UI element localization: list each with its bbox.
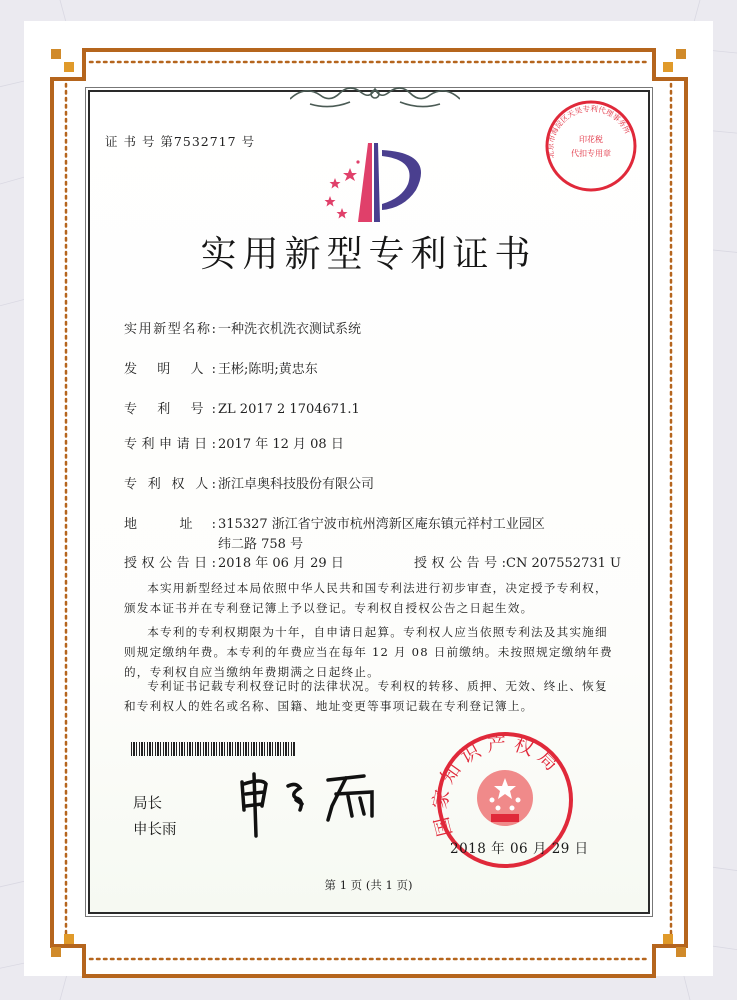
signatory-title: 局长 (133, 796, 162, 812)
field-grant-announcement-date: 授权公告日: 2018 年 06 月 29 日 (124, 556, 344, 571)
field-patentee: 专 利 权 人: 浙江卓奥科技股份有限公司 (124, 477, 375, 492)
field-inventors: 发 明 人: 王彬;陈明;黄忠东 (124, 362, 318, 377)
field-patent-number: 专 利 号: ZL 2017 2 1704671.1 (124, 402, 360, 417)
page-title: 实用新型专利证书 (200, 234, 537, 275)
field-grant-announcement-number: 授权公告号:CN 207552731 U (414, 556, 621, 571)
paragraph-legal-status: 专利证书记载专利权登记时的法律状况。专利权的转移、质押、无效、终止、恢复和专利权人的姓名或名称、国籍、地址变更等事项记载在专利登记簿上。 (124, 678, 608, 713)
paragraph-term: 本专利的专利权期限为十年，自申请日起算。专利权人应当依照专利法及其实施细则规定缴纳年费。本专利的年费应当在每年 12 月 08 日前缴纳。未按照规定缴纳年费的，专利权自应当缴纳年费期满之日起终止。 (124, 624, 613, 679)
top-ornament-icon (290, 74, 460, 114)
field-application-date: 专利申请日: 2017 年 12 月 08 日 (124, 437, 344, 452)
agency-seal-icon (536, 96, 646, 196)
svg-text:代扣专用章: 代扣专用章 (571, 149, 611, 158)
signatory-name: 申长雨 (133, 822, 177, 838)
barcode (131, 742, 296, 756)
certificate-number: 证 书 号 第7532717 号 (105, 134, 256, 149)
svg-text:国家知识产权局: 国家知识产权局 (428, 732, 567, 839)
svg-text:印花税: 印花税 (579, 135, 603, 144)
page-footer: 第 1 页 (共 1 页) (324, 878, 413, 892)
field-address: 地 址: 315327 浙江省宁波市杭州湾新区庵东镇元祥村工业园区 纬二路 758 号 (124, 517, 545, 552)
field-utility-model-name: 实用新型名称: 一种洗衣机洗衣测试系统 (124, 322, 362, 337)
svg-text:北京市海淀区天昊专利代理事务所: 北京市海淀区天昊专利代理事务所 (545, 104, 633, 160)
paragraph-grant: 本实用新型经过本局依照中华人民共和国专利法进行初步审查，决定授予专利权，颁发本证书并在专利登记簿上予以登记。专利权自授权公告之日起生效。 (124, 580, 608, 615)
cnipa-logo-icon (320, 138, 430, 228)
signature-icon (236, 770, 386, 840)
seal-date: 2018 年 06 月 29 日 (450, 841, 589, 857)
